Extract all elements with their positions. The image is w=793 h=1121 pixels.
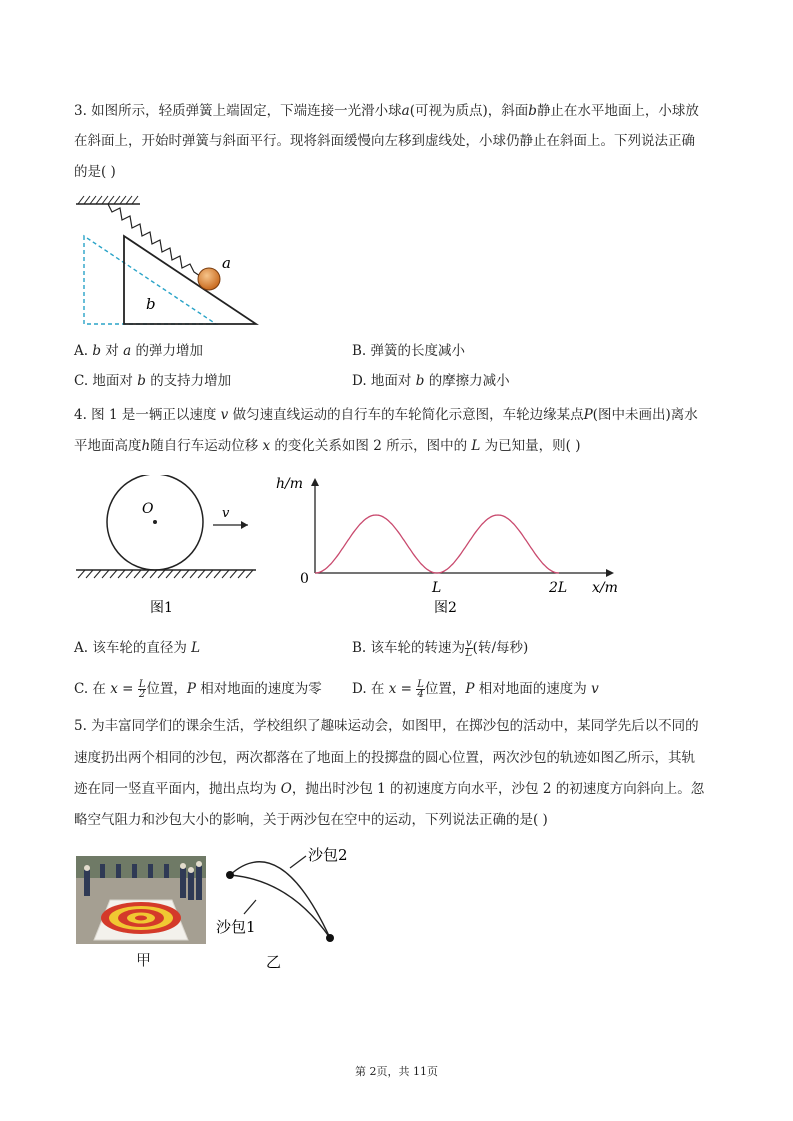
q3-fig-label-a: a xyxy=(222,254,231,272)
q3-option-d[interactable]: D. 地面对 b 的摩擦力减小 xyxy=(352,373,510,389)
q4-option-b[interactable]: B. 该车轮的转速为 $\frac{v}{L}$ (转/每秒) xyxy=(352,638,529,659)
q4-fig2-caption: 图2 xyxy=(434,600,457,616)
frac-v-over-L: $\frac{v}{L}$ xyxy=(465,638,473,659)
q3-line1: 3. 如图所示，轻质弹簧上端固定，下端连接一光滑小球a(可视为质点)，斜面b静止在水平地面上，小球放 xyxy=(74,103,699,119)
q5-caption-jia: 甲 xyxy=(136,951,152,969)
q5-photo-target-mat xyxy=(76,856,206,944)
q3-option-b[interactable]: B. 弹簧的长度减小 xyxy=(352,343,466,359)
q5-line2: 速度扔出两个相同的沙包，两次都落在了地面上的投掷盘的圆心位置，两次沙包的轨迹如图乙所示，其轨 xyxy=(74,750,695,766)
q3-option-a[interactable]: A. b 对 a 的弹力增加 xyxy=(74,343,203,359)
q4-figure2-chart xyxy=(270,470,640,625)
page-footer: 第 2页，共 11页 xyxy=(355,1065,438,1078)
q3-figure-incline-spring xyxy=(70,192,270,332)
chart-tick-2L: 2L xyxy=(549,580,568,596)
q4-fig1-label-O: O xyxy=(142,501,154,517)
q4-line1: 4. 图 1 是一辆正以速度 v 做匀速直线运动的自行车的车轮简化示意图，车轮边缘某点P(图中未画出)离水 xyxy=(74,407,698,423)
q3-line3: 的是( ) xyxy=(74,164,116,180)
q3-option-c[interactable]: C. 地面对 b 的支持力增加 xyxy=(74,373,232,389)
q5-line1: 5. 为丰富同学们的课余生活，学校组织了趣味运动会，如图甲，在掷沙包的活动中，某同学先后以不同的 xyxy=(74,718,699,734)
launch-point xyxy=(226,871,234,879)
chart-tick-L: L xyxy=(432,580,442,596)
q4-option-c[interactable]: C. 在 x = $\frac{L}{2}$ 位置，P 相对地面的速度为零 xyxy=(74,679,322,700)
chart-series-h xyxy=(315,515,559,573)
q5-line3: 迹在同一竖直平面内，抛出点均为 O，抛出时沙包 1 的初速度方向水平，沙包 2 的初速度方向斜向上。忽 xyxy=(74,781,705,797)
q3-line2: 在斜面上，开始时弹簧与斜面平行。现将斜面缓慢向左移到虚线处，小球仍静止在斜面上。下列说法正确 xyxy=(74,133,695,149)
q5-caption-yi: 乙 xyxy=(266,953,282,971)
chart-tick-origin: 0 xyxy=(300,571,309,587)
label-bag2: 沙包2 xyxy=(308,846,348,864)
frac-L-over-4: $\frac{L}{4}$ xyxy=(417,679,424,700)
q4-fig1-label-v: v xyxy=(222,506,230,521)
landing-point xyxy=(326,934,334,942)
q4-figure1-wheel xyxy=(70,475,270,625)
q5-trajectory-diagram xyxy=(210,840,370,975)
q4-fig1-caption: 图1 xyxy=(150,600,173,616)
chart-ylabel: h/m xyxy=(276,476,304,492)
q4-option-a[interactable]: A. 该车轮的直径为 L xyxy=(74,640,201,656)
q4-option-d[interactable]: D. 在 x = $\frac{L}{4}$ 位置，P 相对地面的速度为 v xyxy=(352,679,599,700)
label-bag1: 沙包1 xyxy=(216,918,256,936)
q5-line4: 略空气阻力和沙包大小的影响，关于两沙包在空中的运动，下列说法正确的是( ) xyxy=(74,812,548,828)
chart-xlabel: x/m xyxy=(592,580,618,596)
frac-L-over-2: $\frac{L}{2}$ xyxy=(138,679,146,700)
q3-fig-label-b: b xyxy=(146,295,156,313)
q4-line2: 平地面高度h随自行车运动位移 x 的变化关系如图 2 所示，图中的 L 为已知量，则( ) xyxy=(74,438,581,454)
